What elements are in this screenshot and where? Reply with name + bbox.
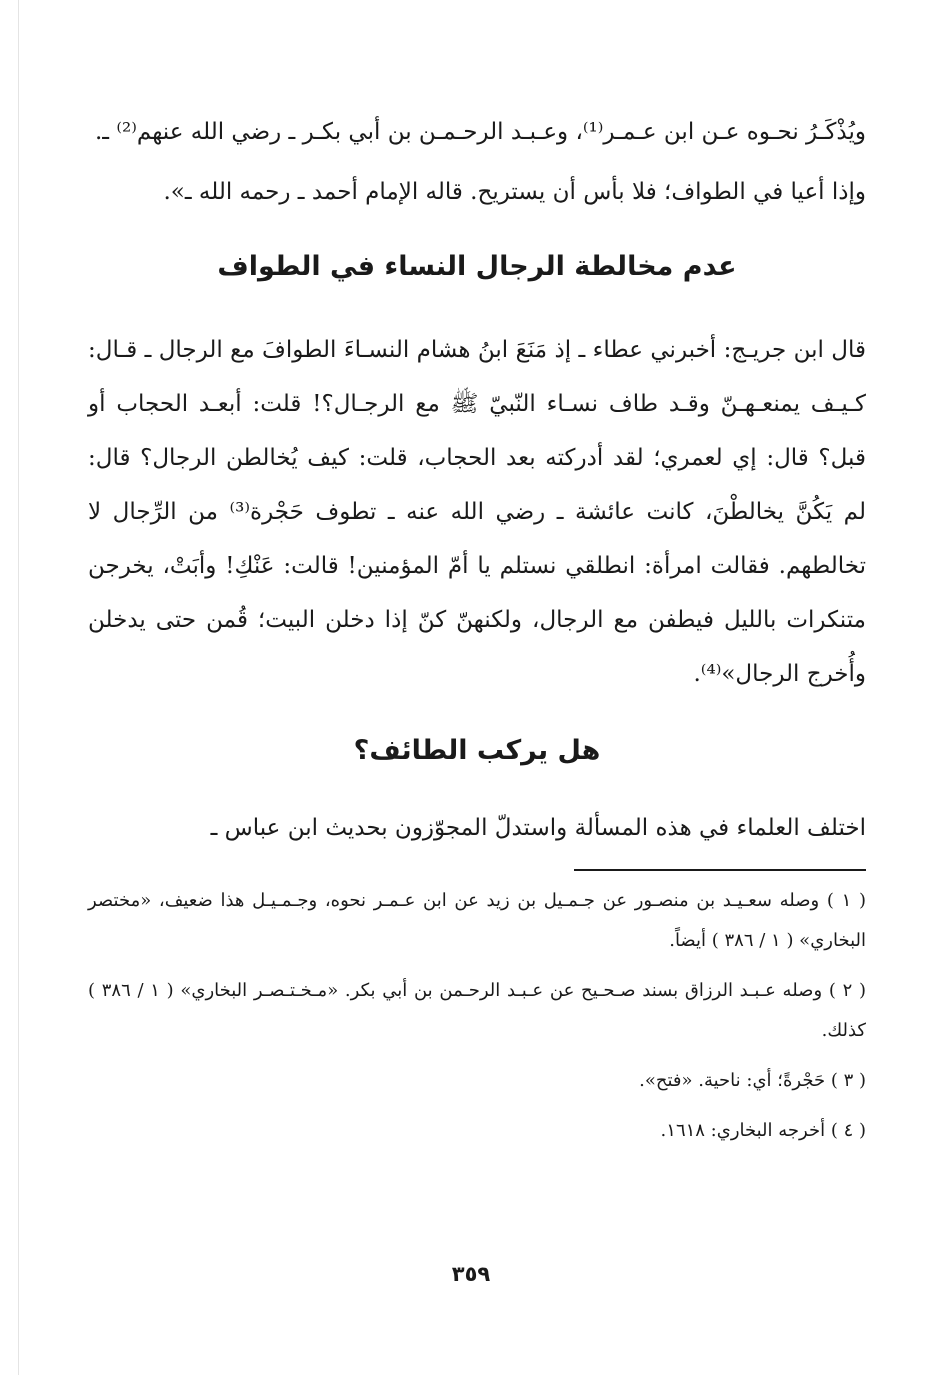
section-heading-2: هل يركب الطائف؟ — [353, 735, 601, 766]
paragraph-2: وإذا أعيا في الطواف؛ فلا بأس أن يستريح. قاله الإمام أحمد ـ رحمه الله ـ». — [163, 179, 866, 205]
footnote-divider — [574, 869, 866, 871]
footnote-4: ( ٤ ) أخرجه البخاري: ١٦١٨. — [660, 1120, 866, 1141]
page-number: ٣٥٩ — [451, 1262, 491, 1286]
footnote-1: ( ١ ) وصله سعـيـد بن منصـور عن جـمـيل بن زيد عن ابن عـمـر نحوه، وجـمـيـل هذا ضعيف، «مختصر البخاري» ( ١ / ٣٨٦ ) أيضاً. — [88, 890, 867, 951]
footnote-2: ( ٢ ) وصله عـبـد الرزاق بسند صـحـيح عن عـبـد الرحـمن بن أبي بكر. «مـخـتـصـر البخاري» ( ١ / ٣٨٦ ) كذلك. — [88, 980, 866, 1041]
paragraph-1: ويُذْكَـرُ نحـوه عـن ابن عـمـر⁽¹⁾، وعـبـد الرحـمـن بن أبي بكـر ـ رضي الله عنهم⁽²⁾ ـ. — [94, 119, 866, 145]
footnotes — [88, 881, 866, 1151]
paragraph-3: قال ابن جريـج: أخبرني عطاء ـ إذ مَنَعَ ابنُ هشام النسـاءَ الطوافَ مع الرجال ـ قـال: كـيـف يمنعـهـنّ وقـد طاف نسـاء النّبيّ ﷺ مع الرجـال؟! قلت: أبعـد الحجاب أو قبل؟ قال: إي لعمري؛ لقد أدركته بعد الحجاب، قلت: كيف يُخالطن الرجال؟ قال: لم يَكُنَّ يخالطْنَ، كانت عائشة ـ رضي الله عنه ـ تطوف حَجْرة⁽³⁾ من الرِّجال لا تخالطهم. فقالت امرأة: انطلقي نستلم يا أمّ المؤمنين! قالت: عَنْكِ! وأبَتْ، يخرجن متنكرات بالليل فيطفن مع الرجال، ولكنهنّ كنّ إذا دخلن البيت؛ قُمن حتى يدخلن وأُخرج الرجال»⁽⁴⁾. — [88, 337, 866, 687]
page-content — [88, 105, 866, 1161]
footnote-3: ( ٣ ) حَجْرةً؛ أي: ناحية. «فتح». — [639, 1070, 866, 1091]
section-heading-1: عدم مخالطة الرجال النساء في الطواف — [217, 251, 737, 282]
page-edge-line — [18, 0, 19, 1375]
paragraph-4: اختلف العلماء في هذه المسألة واستدلّ المجوّزون بحديث ابن عباس ـ — [210, 815, 866, 841]
